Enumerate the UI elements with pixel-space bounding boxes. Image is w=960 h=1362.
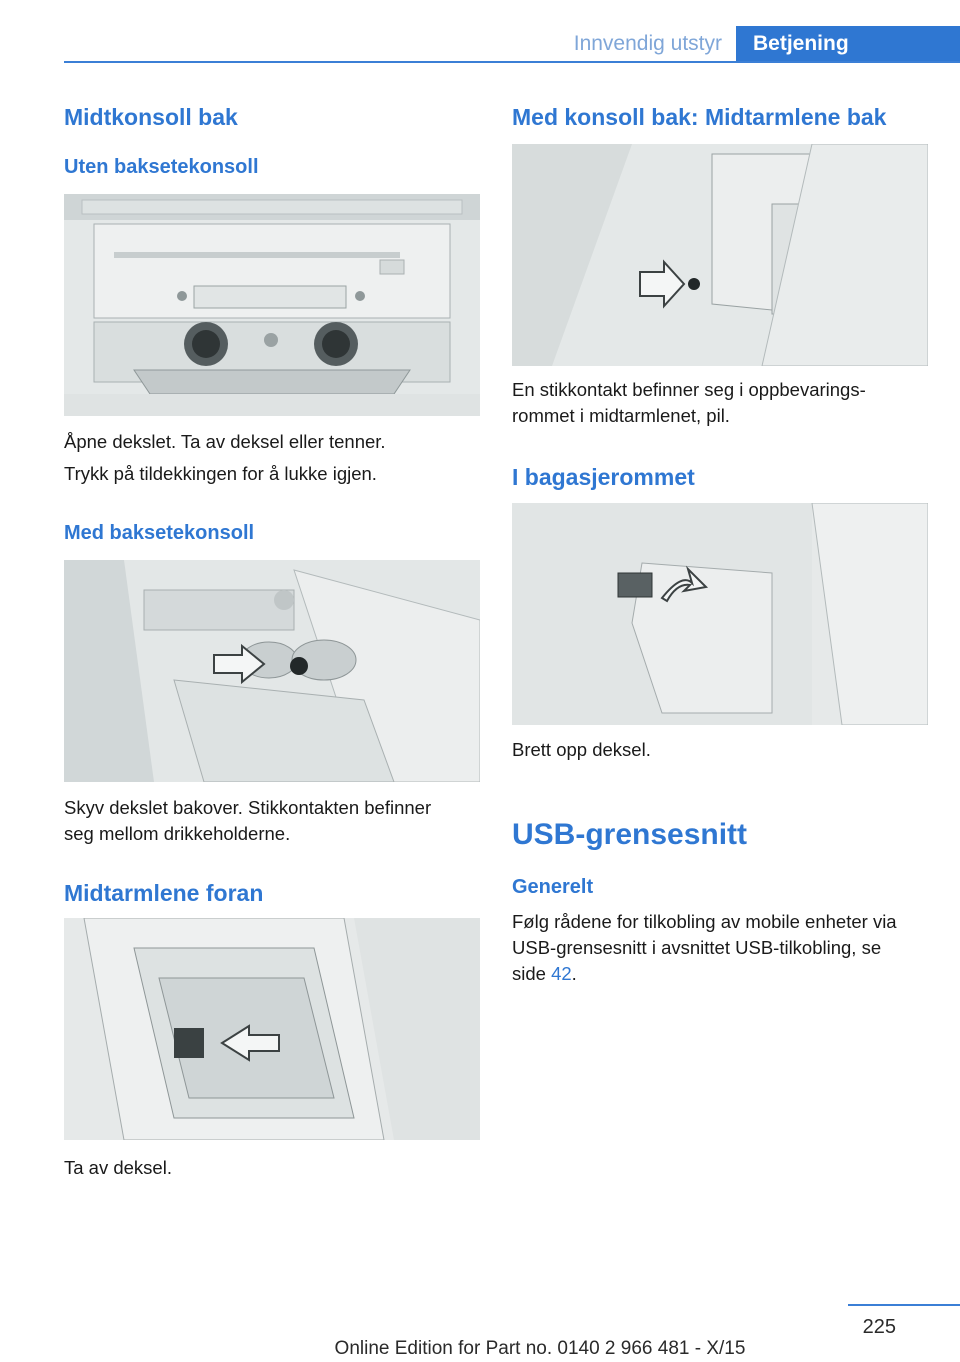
text-stikkontakt-line1: En stikkontakt befinner seg i oppbevarings- — [512, 379, 866, 400]
text-close-cover: Trykk på tildekkingen for å lukke igjen. — [64, 463, 377, 484]
text-ta-av-deksel: Ta av deksel. — [64, 1157, 172, 1178]
image-rear-armrest — [512, 144, 928, 366]
image-rear-console-with — [64, 560, 480, 782]
text-usb-line3 — [512, 960, 577, 987]
text-usb-line2: USB-grensesnitt i avsnittet USB-tilkobling, se — [512, 937, 882, 958]
image-luggage-compartment — [512, 503, 928, 725]
image-front-armrest — [64, 918, 480, 1140]
heading-generelt: Generelt — [512, 876, 594, 898]
page-number: 225 — [862, 1316, 896, 1338]
text-usb-side: side — [512, 963, 552, 984]
image-rear-console-without — [64, 194, 480, 416]
text-usb-period: . — [571, 963, 577, 984]
text-stikkontakt-line2: rommet i midtarmlenet, pil. — [512, 405, 730, 426]
header-chapter-tab[interactable]: Betjening — [736, 26, 960, 62]
text-brett-opp: Brett opp deksel. — [512, 739, 651, 760]
text-open-cover: Åpne dekslet. Ta av deksel eller tenner. — [64, 431, 386, 452]
heading-usb-grensesnitt: USB-grensesnitt — [512, 818, 748, 851]
heading-midtarmlene-foran: Midtarmlene foran — [64, 880, 264, 906]
heading-med-baksetekonsoll: Med baksetekonsoll — [64, 522, 255, 544]
footer-rule — [848, 1304, 960, 1306]
heading-midtkonsoll-bak: Midtkonsoll bak — [64, 104, 238, 130]
footer-edition: Online Edition for Part no. 0140 2 966 481 - X/15 — [334, 1338, 746, 1359]
heading-med-konsoll-bak: Med konsoll bak: Midtarmlene bak — [512, 104, 887, 130]
heading-uten-baksetekonsoll: Uten baksetekonsoll — [64, 156, 259, 178]
page-link-42[interactable]: 42 — [551, 963, 572, 984]
heading-i-bagasjerommet: I bagasjerommet — [512, 464, 695, 490]
header-rule — [64, 61, 960, 63]
text-skyv-line2: seg mellom drikkeholderne. — [64, 823, 291, 844]
header-section-tab[interactable]: Innvendig utstyr — [573, 32, 722, 55]
text-skyv-line1: Skyv dekslet bakover. Stikkontakten befinner — [64, 797, 432, 818]
text-usb-line1: Følg rådene for tilkobling av mobile enheter via — [512, 911, 897, 932]
